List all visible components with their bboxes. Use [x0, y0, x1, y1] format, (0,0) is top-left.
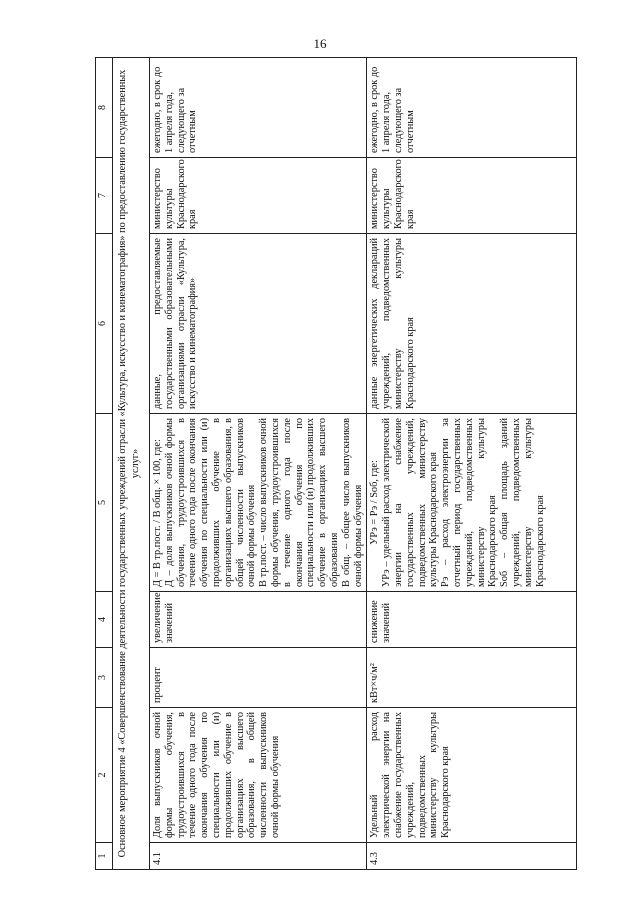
- unit-of-measure: кВт×ч/м²: [367, 648, 577, 708]
- table-row: [150, 58, 367, 870]
- page-number: 16: [313, 36, 327, 51]
- column-number: 3: [96, 648, 113, 708]
- section-title: Основное мероприятие 4 «Совершенствование деятельности государственных учреждений отрасли «Культура, искусство и кинематография» по предоставлению государственных услуг»: [113, 58, 150, 870]
- column-number: 1: [96, 843, 113, 870]
- row-number: 4.1: [150, 843, 367, 870]
- column-number-row: [96, 58, 113, 870]
- reporting-period: ежегодно, в срок до 1 апреля года, следующего за отчетным: [367, 58, 577, 158]
- unit-of-measure: процент: [150, 648, 367, 708]
- column-number: 6: [96, 234, 113, 414]
- rotated-table-area: [95, 58, 559, 870]
- method-line: Рэ – расход электроэнергии за отчетный период государственных учреждений, подведомственных министерству культуры Краснодарского края: [440, 418, 499, 587]
- trend-direction: увеличение значений: [150, 592, 367, 648]
- indicator-name: Доля выпускников очной формы обучения, трудоустроившихся в течение одного года после окончания обучения по специальности или (и) продолживших обучение в организациях высшего образования, в общей численности выпускников очной формы обучения: [150, 708, 367, 843]
- method-line: Д – доля выпускников очной формы обучения, трудоустроившихся в течение одного года после окончания обучения по специальности или (и) продолживших обучение в организациях высшего образования, в общей численности выпускников очной формы обучения: [163, 418, 258, 587]
- responsible-body: министерство культуры Краснодарского края: [367, 158, 577, 234]
- data-source: данные энергетических деклараций учреждений, подведомственных министерству культуры Краснодарского края: [367, 234, 577, 414]
- section-row: [113, 58, 150, 870]
- calculation-method: [367, 414, 577, 592]
- method-line: В тр.пост. – число выпускников очной формы обучения, трудоустроившихся в течение одного года после окончания обучения по специальности или (и) продолживших обучение в организациях высшего образования: [258, 418, 340, 587]
- column-number: 8: [96, 58, 113, 158]
- indicator-name: Удельный расход электрической энергии на снабжение государственных учреждений, подведомственных министерству культуры Краснодарского края: [367, 708, 577, 843]
- responsible-body: министерство культуры Краснодарского края: [150, 158, 367, 234]
- method-formula: УРэ = Рэ / Sоб, где:: [369, 460, 381, 545]
- indicators-table: [95, 57, 577, 870]
- trend-direction: снижение значений: [367, 592, 577, 648]
- table-row: [367, 58, 577, 870]
- reporting-period: ежегодно, в срок до 1 апреля года, следующего за отчетным: [150, 58, 367, 158]
- method-line: Sоб – общая площадь зданий учреждений, подведомственных министерству культуры Краснодарского края: [499, 418, 546, 587]
- method-line: Д = В тр.пост. / В общ. × 100, где:: [152, 439, 163, 587]
- calculation-method: [150, 414, 367, 592]
- column-number: 2: [96, 708, 113, 843]
- column-number: 5: [96, 414, 113, 592]
- column-number: 7: [96, 158, 113, 234]
- method-line: УРэ – удельный расход электрической энергии на снабжение государственных учреждений, подведомственных министерству культуры Краснодарского края: [381, 418, 440, 587]
- row-number: 4.3: [367, 843, 577, 870]
- method-line: В общ. – общее число выпускников очной формы обучения: [340, 418, 364, 587]
- column-number: 4: [96, 592, 113, 648]
- data-source: данные, предоставляемые государственными образовательными организациями отрасли «Культура, искусство и кинематография»: [150, 234, 367, 414]
